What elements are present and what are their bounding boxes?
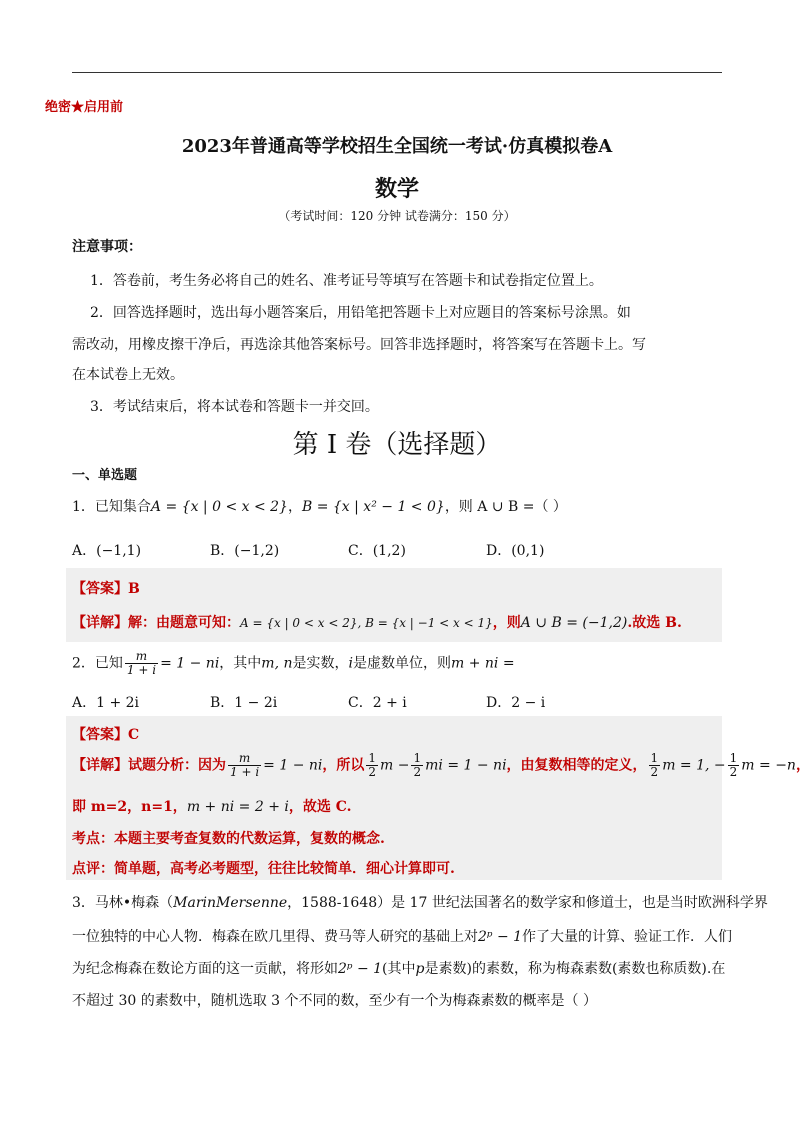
q3-line3-a: 为纪念梅森在数论方面的这一贡献，将形如 xyxy=(72,961,338,977)
q3-line1-name: MarinMersenne xyxy=(173,895,288,911)
q2-option-b: B．1 − 2i xyxy=(210,695,278,711)
q3-line3-b: (其中 xyxy=(382,961,416,977)
question-1-stem xyxy=(72,496,567,516)
q2-half-2-num: 1 xyxy=(413,751,422,765)
confidential-label: 绝密★启用前 xyxy=(45,100,124,115)
q2-line2-math: m + ni = 2 + i xyxy=(186,799,289,815)
subject-title: 数学 xyxy=(374,176,419,202)
note-item-1: 1．答卷前，考生务必将自己的姓名、准考证号等填写在答题卡和试卷指定位置上。 xyxy=(90,273,603,289)
q2-line2-suffix: ，故选 C. xyxy=(288,799,352,815)
q2-detail-so: ，所以 xyxy=(322,757,365,774)
q3-line-4: 不超过 30 的素数中，随机选取 3 个不同的数，至少有一个为梅森素数的概率是（ ） xyxy=(72,993,597,1009)
note-item-2-line-1: 2．回答选择题时，选出每小题答案后，用铅笔把答题卡上对应题目的答案标号涂黑。如 xyxy=(90,305,631,321)
q2-stem-eq: = 1 − ni xyxy=(160,655,220,672)
q2-detail-m1: m = 1, − xyxy=(662,757,726,774)
q3-line2-math: 2ᵖ − 1 xyxy=(478,929,523,945)
section-title: 第 I 卷（选择题） xyxy=(292,430,502,460)
q2-option-a: A．1 + 2i xyxy=(72,695,140,711)
q2-detail-by: ，由复数相等的定义， xyxy=(506,757,647,774)
q2-detail-comma: ， xyxy=(795,757,810,774)
q2-option-d: D．2 − i xyxy=(486,695,546,711)
q1-comma: ， xyxy=(287,499,302,515)
q2-stem-expr: m + ni = xyxy=(450,655,515,672)
q2-detail-frac-den: 1 + i xyxy=(230,765,260,779)
q2-stem-mid2: 是实数， xyxy=(292,655,349,672)
q2-half-1 xyxy=(366,752,378,779)
q1-detail-mid: ，则 xyxy=(492,615,521,631)
q3-line2-b: 作了大量的计算、验证工作．人们 xyxy=(522,929,733,945)
q1-stem-suffix: ，则 A ∪ B =（ ） xyxy=(444,499,567,515)
exam-title: 2023年普通高等学校招生全国统一考试·仿真模拟卷A xyxy=(181,136,613,157)
header-rule xyxy=(72,72,722,73)
q2-detail-mi: mi = 1 − ni xyxy=(425,757,507,774)
q2-half-4 xyxy=(728,752,740,779)
q2-half-3-num: 1 xyxy=(650,751,659,765)
q2-half-2 xyxy=(411,752,423,779)
q2-detail-fraction xyxy=(228,752,261,779)
q1-detail-result: A ∪ B = (−1,2) xyxy=(520,615,628,631)
q2-half-4-num: 1 xyxy=(729,751,738,765)
question-2-stem xyxy=(72,650,515,677)
q2-detail-mn: m = −n xyxy=(741,757,796,774)
q2-stem-vars: m, n xyxy=(261,655,293,672)
q2-detail-m: m − xyxy=(380,757,410,774)
q1-detail-math: A = {x | 0 < x < 2}, B = {x | −1 < x < 1} xyxy=(240,616,493,630)
note-item-2-line-3: 在本试卷上无效。 xyxy=(72,367,184,383)
q3-line1-a: 3．马林•梅森（ xyxy=(72,895,174,911)
notes-heading: 注意事项： xyxy=(72,239,142,255)
q2-detail-label: 【详解】试题分析：因为 xyxy=(72,757,226,774)
q1-option-a: A．(−1,1) xyxy=(72,543,142,559)
q2-half-4-den: 2 xyxy=(729,765,738,779)
q2-stem-mid3: 是虚数单位，则 xyxy=(352,655,451,672)
q2-stem-i: i xyxy=(348,655,353,672)
q2-half-1-den: 2 xyxy=(368,765,377,779)
q2-dianping: 点评：简单题，高考必考题型，往往比较简单．细心计算即可. xyxy=(72,861,455,877)
q2-half-1-num: 1 xyxy=(368,751,377,765)
q2-answer: 【答案】C xyxy=(72,727,140,743)
q2-frac-num: m xyxy=(125,650,158,664)
q1-detail xyxy=(72,612,682,632)
note-item-2-line-2: 需改动，用橡皮擦干净后，再选涂其他答案标号。回答非选择题时，将答案写在答题卡上。写 xyxy=(72,337,646,353)
q3-line-2 xyxy=(72,926,732,946)
q2-option-c: C．2 + i xyxy=(348,695,407,711)
q2-half-3-den: 2 xyxy=(650,765,659,779)
q3-line2-a: 一位独特的中心人物．梅森在欧几里得、费马等人研究的基础上对 xyxy=(72,929,478,945)
q1-answer: 【答案】B xyxy=(72,581,140,597)
q1-detail-end: .故选 B. xyxy=(627,615,682,631)
q2-stem-prefix: 2．已知 xyxy=(72,655,123,672)
q1-set-b: B = {x | x² − 1 < 0} xyxy=(301,499,445,515)
exam-info: （考试时间：120 分钟 试卷满分：150 分） xyxy=(278,209,516,223)
q2-detail-eq: = 1 − ni xyxy=(263,757,323,774)
q3-line3-c: 是素数)的素数，称为梅森素数(素数也称质数).在 xyxy=(424,961,726,977)
q1-option-b: B．(−1,2) xyxy=(210,543,280,559)
q3-line-1 xyxy=(72,892,768,912)
q2-detail-line-1 xyxy=(72,752,810,779)
q2-detail-line-2 xyxy=(72,796,352,816)
q2-frac-den: 1 + i xyxy=(126,663,157,677)
q2-fraction xyxy=(125,650,158,677)
q2-half-2-den: 2 xyxy=(413,765,422,779)
q3-line3-p: p xyxy=(415,961,425,977)
q3-line1-b: ，1588-1648）是 17 世纪法国著名的数学家和修道士，也是当时欧洲科学界 xyxy=(287,895,768,911)
q2-detail-frac-num: m xyxy=(228,752,261,766)
q3-line3-math: 2ᵖ − 1 xyxy=(338,961,383,977)
q3-line-3 xyxy=(72,958,725,978)
q1-set-a: A = {x | 0 < x < 2} xyxy=(150,499,288,515)
note-item-3: 3．考试结束后，将本试卷和答题卡一并交回。 xyxy=(90,399,379,415)
q1-stem-prefix: 1．已知集合 xyxy=(72,499,151,515)
q1-detail-label: 【详解】解：由题意可知： xyxy=(72,615,240,631)
q2-half-3 xyxy=(649,752,661,779)
q1-option-d: D．(0,1) xyxy=(486,543,545,559)
q2-line2-prefix: 即 m=2，n=1， xyxy=(72,799,187,815)
subsection-title: 一、单选题 xyxy=(72,468,138,483)
q2-stem-mid: ，其中 xyxy=(219,655,262,672)
q2-kaodian: 考点：本题主要考查复数的代数运算，复数的概念. xyxy=(72,831,385,847)
q1-option-c: C．(1,2) xyxy=(348,543,406,559)
